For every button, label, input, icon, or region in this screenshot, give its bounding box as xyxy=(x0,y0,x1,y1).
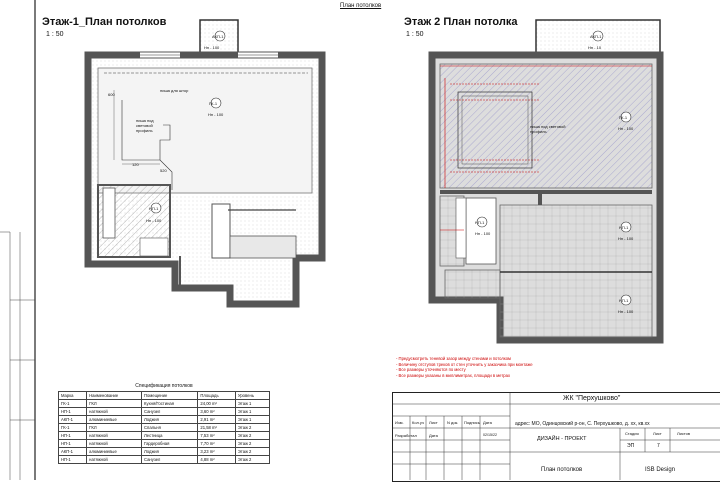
f1-gk-height: Нп - 100 xyxy=(208,112,224,117)
table-row xyxy=(59,456,270,464)
cell: НП-1 xyxy=(59,440,87,448)
f1-np-height: Нп - 100 xyxy=(146,218,162,223)
cell: НП-1 xyxy=(59,432,87,440)
tb-col: Кол.уч xyxy=(412,420,424,425)
tb-address: адрес: МО, Одинцовский р-он, С. Перхушково, д. хх, кв.хх xyxy=(515,421,650,427)
table-row xyxy=(59,448,270,456)
spec-table xyxy=(58,383,270,464)
cell: Лоджия xyxy=(142,416,198,424)
tb-sheet-number: 7 xyxy=(657,443,660,449)
tb-col: Подпись xyxy=(464,420,480,425)
f1-dim-520: 520 xyxy=(160,168,167,173)
f2-np3-tag: НП-1 xyxy=(619,298,629,303)
cell: Этаж 2 xyxy=(235,424,269,432)
cell: Этаж 2 xyxy=(235,448,269,456)
tb-stage-header: Стадия xyxy=(625,431,639,436)
f2-akp-tag: АКП-1 xyxy=(590,34,602,39)
sheet-title: План потолков xyxy=(340,3,382,9)
f2-gk-tag: ГК-1 xyxy=(619,115,628,120)
floor2-title: Этаж 2 План потолка xyxy=(404,16,518,28)
f1-akp-height: Нп - 100 xyxy=(204,45,220,50)
cell: Кухня/Гостиная xyxy=(142,400,198,408)
notes xyxy=(396,356,533,378)
tb-stage: ЭП xyxy=(627,443,635,449)
tb-col: N док. xyxy=(447,420,459,425)
table-row xyxy=(59,400,270,408)
cell: натяжной xyxy=(87,440,142,448)
f1-dim-120: 120 xyxy=(132,162,139,167)
cell: 3,23 m² xyxy=(198,448,235,456)
tb-stage-text: ДИЗАЙН - ПРОЕКТ xyxy=(537,436,587,442)
tb-drawing-name: План потолков xyxy=(541,467,583,473)
cell: Лоджия xyxy=(142,448,198,456)
cell: НП-1 xyxy=(59,408,87,416)
tb-col: Изм. xyxy=(395,420,404,425)
cell: натяжной xyxy=(87,408,142,416)
note-1: - Предусмотреть теневой зазор между стенами и потолком xyxy=(396,356,511,361)
spec-header: Наименование xyxy=(87,392,142,400)
tb-sheets-header: Листов xyxy=(677,431,690,436)
tb-project: ЖК "Перхушково" xyxy=(563,395,621,402)
cell: ГКЛ xyxy=(87,424,142,432)
cell: Санузел xyxy=(142,408,198,416)
tb-col: Лист xyxy=(429,420,438,425)
cell: Этаж 1 xyxy=(235,416,269,424)
f1-light-label: ниша под световой профиль xyxy=(136,118,154,133)
spec-header: Марка xyxy=(59,392,87,400)
tb-company: ISB Design xyxy=(645,467,676,473)
floor2-scale: 1 : 50 xyxy=(406,31,424,38)
f2-np2-height: Нп - 100 xyxy=(618,236,634,241)
spec-title: Спецификация потолков xyxy=(135,383,193,389)
tb-date-label: Дата xyxy=(429,433,438,438)
tb-col: Дата xyxy=(483,420,492,425)
f2-np1-tag: НП-1 xyxy=(475,220,485,225)
cell: натяжной xyxy=(87,432,142,440)
cell: Гардеробная xyxy=(142,440,198,448)
f2-np2-tag: НП-1 xyxy=(619,225,629,230)
f2-np3-height: Нп - 100 xyxy=(618,309,634,314)
cell: Этаж 2 xyxy=(235,456,269,464)
floor1-scale: 1 : 50 xyxy=(46,31,64,38)
spec-header: Помещение xyxy=(142,392,198,400)
spec-header: Площадь xyxy=(198,392,235,400)
f1-akp-tag: АКП-1 xyxy=(212,34,224,39)
cell: натяжной xyxy=(87,456,142,464)
f1-np-tag: НП-1 xyxy=(149,206,159,211)
cell: алюминиевые xyxy=(87,416,142,424)
cell: 3,60 m² xyxy=(198,408,235,416)
cell: алюминиевые xyxy=(87,448,142,456)
table-row xyxy=(59,416,270,424)
f1-dim-600: 600 xyxy=(108,92,115,97)
cell: Спальня xyxy=(142,424,198,432)
spec-header: Уровень xyxy=(235,392,269,400)
table-row xyxy=(59,432,270,440)
tb-sheet-header: Лист xyxy=(653,431,662,436)
floor1-plan xyxy=(88,20,322,304)
cell: ГК-1 xyxy=(59,400,87,408)
floor1-title: Этаж-1_План потолков xyxy=(42,16,167,28)
f1-curtain-label: ниша для штор xyxy=(160,88,189,93)
cell: 4,88 m² xyxy=(198,456,235,464)
f2-light-label: ниша под световой профиль xyxy=(530,124,566,134)
note-3: - Все размеры уточняются по месту xyxy=(396,367,466,373)
note-2: - Величину отступов треков от стен уточнить у заказчика при монтаже xyxy=(396,361,533,367)
f2-np1-height: Нп - 100 xyxy=(475,231,491,236)
table-row xyxy=(59,424,270,432)
cell: Лестница xyxy=(142,432,198,440)
f2-gk-height: Нп - 100 xyxy=(618,126,634,131)
cell: 7,53 m² xyxy=(198,432,235,440)
cell: АКП-1 xyxy=(59,448,87,456)
tb-date-value: 02/15/22 xyxy=(483,433,497,437)
f1-gk-tag: ГК-1 xyxy=(209,101,218,106)
cell: 2,91 m² xyxy=(198,416,235,424)
cell: Санузел xyxy=(142,456,198,464)
f2-akp-height: Нп - 10 xyxy=(588,45,602,50)
table-row xyxy=(59,408,270,416)
cell: ГКЛ xyxy=(87,400,142,408)
floor2-plan xyxy=(432,20,660,340)
cell: Этаж 2 xyxy=(235,440,269,448)
cell: 21,58 m² xyxy=(198,424,235,432)
cell: 7,70 m² xyxy=(198,440,235,448)
cell: Этаж 1 xyxy=(235,400,269,408)
cell: Этаж 2 xyxy=(235,432,269,440)
title-block xyxy=(392,392,720,482)
tb-developed: Разработал xyxy=(395,433,417,438)
note-4: - Все размеры указаны в миллиметрах, площади в метрах xyxy=(396,372,511,378)
spec-header-row xyxy=(59,392,270,400)
cell: ГК-1 xyxy=(59,424,87,432)
cell: 24,00 m² xyxy=(198,400,235,408)
cell: АКП-1 xyxy=(59,416,87,424)
cell: НП-1 xyxy=(59,456,87,464)
cell: Этаж 1 xyxy=(235,408,269,416)
table-row xyxy=(59,440,270,448)
